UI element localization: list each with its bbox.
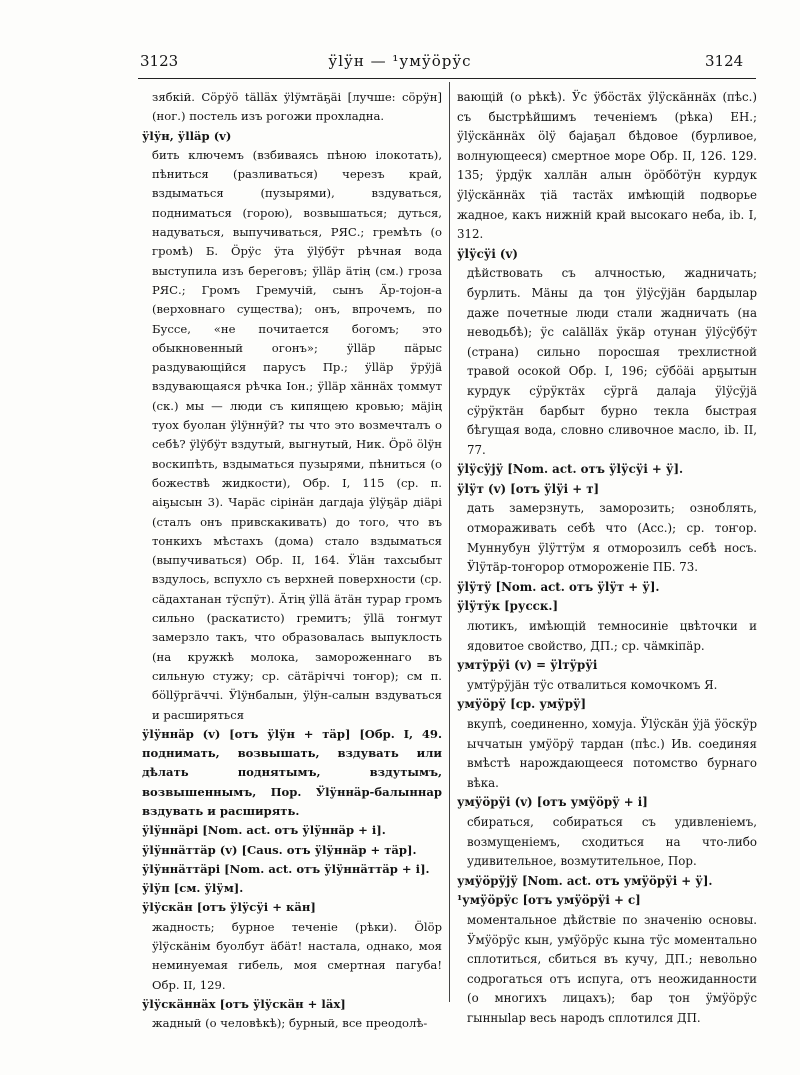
- headword: ӱlӱсӱjӱ [Nom. act. отъ ӱlӱсӱi + ӱ].: [457, 462, 684, 477]
- page-header: [0, 52, 800, 76]
- headword: ӱlӱсӱi (v): [457, 246, 518, 261]
- definition: жадный (о человѣкѣ); бурный, все преодолѣ-: [152, 1016, 428, 1031]
- headword: ӱlӱтӱ [Nom. act. отъ ӱlӱт + ӱ].: [457, 579, 660, 594]
- definition: дать замерзнуть, заморозить; озноблять, отмораживать себѣ что (Acc.); ср. тоҥор. Муннубун ӱlӱттӱм я отморозилъ себѣ носъ. Ӱlӱтäр-тоҥорор отмороженіе ПБ. 73.: [467, 501, 757, 575]
- definition: лютикъ, имѣющій темносиніе цвѣточки и ядовитое свойство, ДП.; ср. чäмкiпäр.: [467, 619, 757, 653]
- definition: моментальное дѣйствіе по значенію основы. Ӱмӱӧрӱс кын, умӱӧрӱс кына тӱс моментально сплотиться, сбиться въ кучу, ДП.; невольно содрогаться отъ испуга, отъ неожиданности (о многихъ лицахъ); бар ҭон ӱмӱӧрӱс гынныlар весь народъ сплотился ДП.: [467, 912, 757, 1025]
- headword: ӱlӱт (v) [отъ ӱlӱi + т]: [457, 481, 600, 496]
- page-number-left: 3123: [140, 52, 179, 70]
- definition: дѣйствовать съ алчностью, жадничать; бурлить. Мäны да ҭон ӱlӱсӱjäн бардылар даже почетные люди стали жадничать (на неводьбѣ); ӱс саlälläх ӱкäр отунан ӱlӱсӱбӱт (страна) сильно поросшая трехлистной травой осокой Обр. I, 196; сӱбӧäi арҕытын курдук сӱрӱктäх сӱргä далаjа ӱlӱсӱjä сӱрӱктäн барбыт бурно текла быстрая бѣгущая вода, словно сливочное масло, ib. II, 77.: [467, 266, 757, 457]
- headword: ӱlӱскäннäх [отъ ӱlӱскäн + läх]: [142, 996, 346, 1011]
- left-column: [142, 88, 442, 1034]
- definition: сбираться, собираться съ удивленіемъ, возмущеніемъ, сходиться на что-либо удивительное, возмутительное, Пор.: [467, 814, 757, 869]
- headword: ¹умӱӧрӱс [отъ умӱӧрӱi + с]: [457, 893, 641, 908]
- headword: ӱlӱннäттäр (v) [Caus. отъ ӱlӱннäр + тäр].: [142, 842, 417, 857]
- definition: умтӱрӱjäн тӱс отвалиться комочкомъ Я.: [467, 677, 718, 692]
- text-block: зябкій. Сӧрӱӧ tällӓх ӱlӱмтäҕäi [лучше: сӧрӱн] (ног.) постель изъ рогожи прохладна.: [152, 90, 442, 124]
- definition: вкупѣ, соединенно, хомуjа. Ӱlӱскäн ӱjä ӱӧскӱр ыччатын умӱӧрӱ тардан (пѣс.) Ив. соединяя вмѣстѣ нарождающееся потомство бурнаго вѣка.: [467, 717, 757, 790]
- headword: умӱӧрӱjӱ [Nom. act. отъ умӱӧрӱi + ӱ].: [457, 873, 713, 888]
- headword: умтӱрӱi (v) = ӱlтӱрӱi: [457, 658, 598, 673]
- header-rule: [138, 78, 756, 79]
- running-title: ӱlӱн — ¹умӱӧрӱс: [328, 52, 472, 70]
- headword: умӱӧрӱi (v) [отъ умӱӧрӱ + i]: [457, 795, 648, 810]
- definition-continued: вающій (о рѣкѣ). Ӱс ӱбӧстäх ӱlӱскäннäх (пѣс.) съ быстрѣйшимъ теченіемъ (рѣка) ЕН.; ӱlӱскäннäх ӧlӱ баjаҕал бѣдовое (бурливое, волнующееся) смертное море Обр. II, 126. 129. 135; ӱрдӱк халлäн алын ӧрӧбӧтӱн курдук ӱlӱскäннäх ҭiä тастäх имѣющій подворье жадное, какъ нижній край высокаго неба, ib. I, 312.: [457, 90, 757, 242]
- column-divider: [449, 82, 450, 1002]
- headword: ӱlӱннäттäрi [Nom. act. отъ ӱlӱннäттäр + i].: [142, 861, 430, 876]
- headword: ӱlӱннäр (v) [отъ ӱlӱн + тäр] [Обр. I, 49. поднимать, возвышать, вздувать или дѣлать поднятымъ, вздутымъ, возвышеннымъ, Пор. Ӱlӱннäр-балыннар вздувать и расширять.: [142, 726, 442, 818]
- definition: бить ключемъ (взбиваясь пѣною ілокотать), пѣниться (разливаться) черезъ край, вздыматься (пузырями), вздуваться, подниматься (горою), возвышаться; дуться, надуваться, выпучиваться, РЯС.; гремѣть (о громѣ) Б. Ӧрӱс ӱта ӱlӱбӱт рѣчная вода выступила изъ береговъ; ӱlläр äтiң (см.) гроза РЯС.; Громъ Гремучій, сынъ Ӓр-тоjон-а (верховнаго существа); онъ, впрочемъ, по Буссе, «не почитается богомъ; это обыкновенный огонъ»; ӱlläр пäрыс раздувающійся парусъ Пр.; ӱlläр ӱрӱjä вздувающаяся рѣчка Іон.; ӱlläр хäннäх ҭоммут (ск.) мы — люди съ кипящею кровью; мäjiң туох буолан ӱlӱннӱй? ты что это возмечталъ о себѣ? ӱlӱбӱт вздутый, выгнутый, Ник. Ӧрӧ ӧlӱн воскипѣть, вздыматься пузырями, пѣниться (о божествѣ жидкости), Обр. I, 115 (ср. п. аiҕысын 3). Чарäс сiрiнäн дагдаjа ӱlӱҕäр дiäрi (сталъ онъ привскакивать) до того, что въ тонкихъ мѣстахъ (дома) стало вздыматься (выпучиваться) Обр. II, 164. Ӱlӓн тахсыбыт вздулось, вспухло съ верхней поверхности (ср. сäдахтанан тӱспӱт). Ӓтiң ӱllä äтäн турар громъ сильно (раскатисто) гремитъ; ӱllä тоҥмут замерзло такъ, что образовалась выпуклость (на кружкѣ молока, замороженнаго въ сильную стужу; ср. сäтäрiччi тоҥор); см п. бӧllӱргäччi. Ӱlӱнбалын, ӱlӱн-салын вздуваться и расширяться: [152, 147, 442, 722]
- right-column: [457, 88, 757, 1029]
- headword: умӱӧрӱ [ср. умӱрӱ]: [457, 697, 587, 712]
- headword: ӱlӱскäн [отъ ӱlӱсӱi + кäн]: [142, 900, 316, 915]
- page-number-right: 3124: [705, 52, 744, 70]
- headword: ӱlӱп [см. ӱlӱм].: [142, 881, 244, 896]
- definition: жадность; бурное теченіе (рѣки). Ӧlӧр ӱlӱскäнiм буолбут äбäт! настала, однако, моя неминуемая гибель, моя смертная пагуба! Обр. II, 129.: [152, 919, 442, 992]
- headword: ӱlӱтӱк [русск.]: [457, 599, 559, 614]
- headword: ӱlӱннäрi [Nom. act. отъ ӱlӱннäр + i].: [142, 823, 386, 838]
- headword: ӱlӱн, ӱlläр (v): [142, 128, 232, 143]
